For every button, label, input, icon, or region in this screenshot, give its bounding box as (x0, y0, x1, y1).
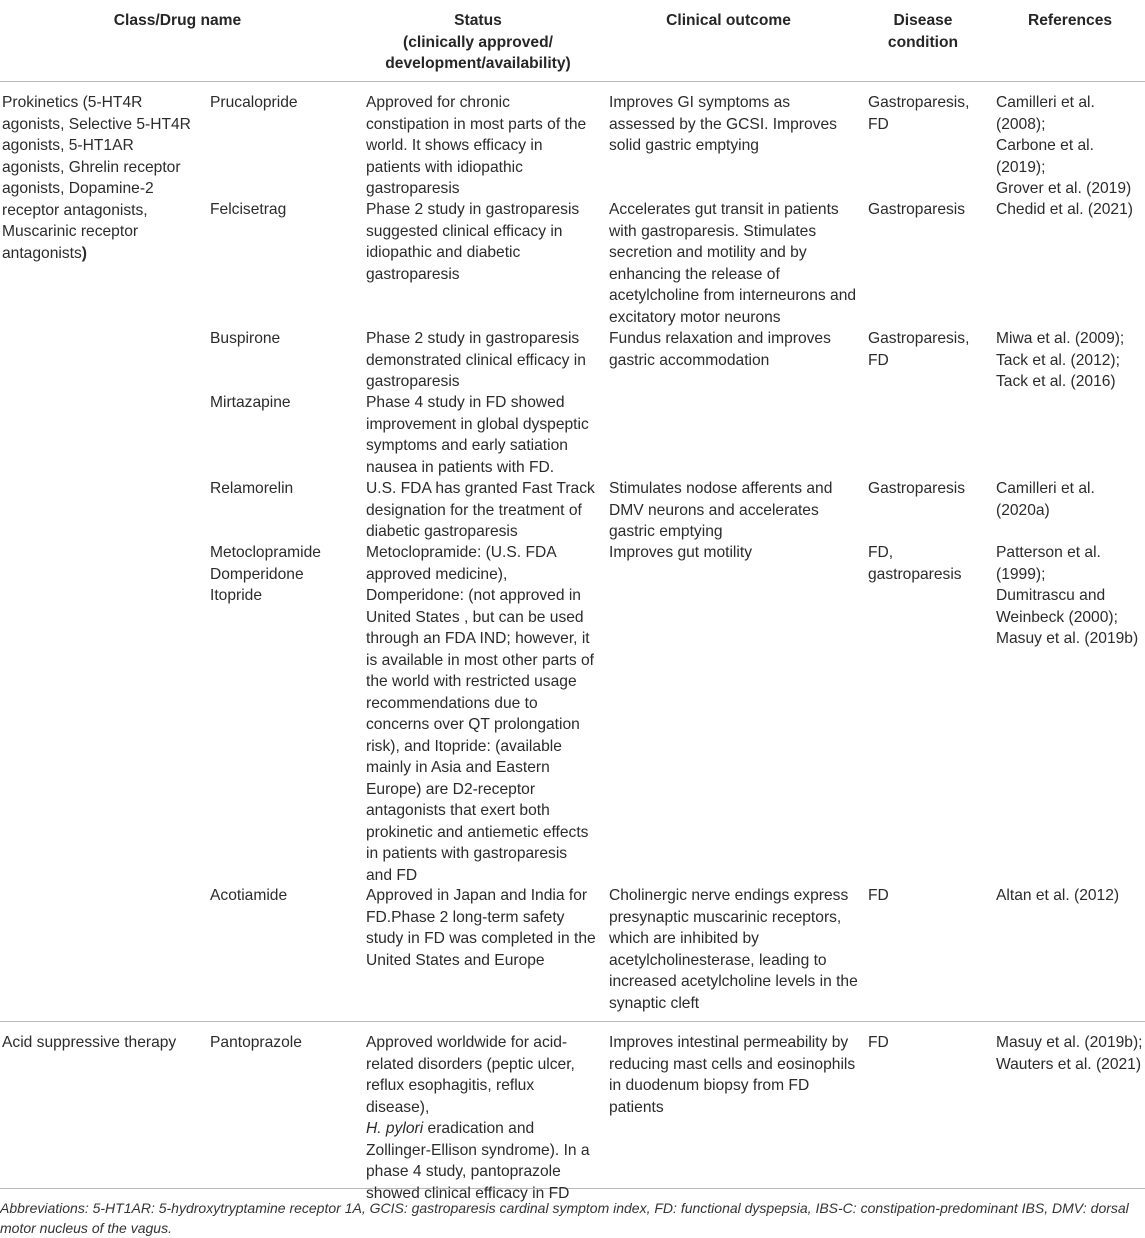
disease-line: Gastroparesis (868, 480, 966, 497)
ref-line: Altan et al. (2012) (996, 887, 1120, 904)
status-line: symptoms and early satiation (366, 437, 568, 454)
outcome-line: assessed by the GCSI. Improves (609, 115, 837, 133)
status-line: gastroparesis (366, 180, 460, 197)
status-italic: H. pylori (366, 1120, 424, 1137)
refs-cell (996, 478, 1145, 521)
ref-line: Grover et al. (2019) (996, 180, 1132, 197)
drug-name (210, 542, 358, 607)
status-line: gastroparesis (366, 373, 460, 390)
class-line: agonists, 5-HT1AR (2, 137, 134, 154)
ref-line: Masuy et al. (2019b) (996, 630, 1139, 647)
status-line: the world with restricted usage (366, 673, 577, 690)
status-line: suggested clinical efficacy in (366, 222, 563, 240)
class-prokinetics (2, 92, 202, 264)
status-cell (366, 885, 598, 971)
status-line: concerns over QT prolongation (366, 716, 580, 733)
outcome-cell (609, 542, 864, 564)
class-line-text: antagonists (2, 244, 82, 262)
ref-line: Masuy et al. (2019b); (996, 1034, 1143, 1051)
disease-cell (868, 199, 988, 221)
drug-line: Relamorelin (210, 480, 294, 497)
ref-line: Tack et al. (2012); (996, 351, 1120, 369)
outcome-line: Accelerates gut transit in patients (609, 201, 839, 218)
ref-line: Patterson et al. (1999); (996, 544, 1101, 583)
status-line: Metoclopramide: (U.S. FDA (366, 544, 557, 561)
status-line: Zollinger-Ellison syndrome). In a (366, 1141, 590, 1159)
status-line: constipation in most parts of the (366, 115, 587, 133)
drug-line: Buspirone (210, 330, 281, 347)
outcome-line: presynaptic muscarinic receptors, (609, 908, 842, 926)
status-line: risk), and Itopride: (available (366, 737, 562, 755)
header-status (360, 10, 596, 75)
header-disease-line1: Disease (893, 12, 953, 29)
status-line: Europe) are D2-receptor (366, 780, 536, 798)
class-line: Muscarinic receptor (2, 223, 139, 240)
class-line: Prokinetics (5-HT4R (2, 94, 143, 111)
outcome-line: gastric accommodation (609, 351, 770, 369)
ref-line: Tack et al. (2016) (996, 373, 1116, 390)
refs-cell (996, 542, 1145, 650)
outcome-line: excitatory motor neurons (609, 308, 781, 326)
status-line: patients with idiopathic (366, 158, 523, 176)
disease-cell (868, 885, 988, 907)
class-line: receptor antagonists, (2, 201, 148, 219)
outcome-line: patients (609, 1098, 664, 1116)
status-line: and FD (366, 866, 418, 884)
refs-cell (996, 885, 1145, 907)
outcome-cell (609, 92, 864, 157)
outcome-line: solid gastric emptying (609, 137, 759, 154)
status-cell (366, 1032, 598, 1204)
status-cell (366, 478, 598, 543)
status-cell (366, 542, 598, 886)
outcome-line: in duodenum biopsy from FD (609, 1077, 810, 1094)
outcome-line: acetylcholine from interneurons and (609, 287, 857, 304)
status-line: study in FD was completed in the (366, 930, 596, 947)
disease-line: FD (868, 351, 889, 369)
refs-cell (996, 328, 1145, 393)
table-rule-group (0, 1021, 1145, 1022)
drug-name (210, 199, 358, 221)
outcome-line: acetylcholinesterase, leading to (609, 951, 827, 969)
footnote-line: motor nucleus of the vagus. (0, 1220, 172, 1236)
drug-name (210, 885, 358, 907)
status-line: recommendations due to (366, 694, 538, 712)
outcome-line: which are inhibited by (609, 930, 759, 947)
drug-line: Prucalopride (210, 94, 298, 111)
outcome-cell (609, 328, 864, 371)
status-line: mainly in Asia and Eastern (366, 759, 550, 776)
outcome-line: DMV neurons and accelerates (609, 501, 819, 519)
ref-line: Wauters et al. (2021) (996, 1055, 1142, 1073)
status-line: United States , but can be used (366, 608, 584, 626)
class-line: agonists, Ghrelin receptor (2, 158, 181, 176)
outcome-line: synaptic cleft (609, 994, 700, 1012)
outcome-line: Improves gut motility (609, 544, 752, 561)
drug-name (210, 92, 358, 114)
disease-cell: FD (868, 1034, 889, 1051)
header-status-line3: development/availability) (385, 55, 571, 72)
disease-line: Gastroparesis, (868, 330, 970, 347)
drug-name: Pantoprazole (210, 1034, 302, 1051)
ref-line: Weinbeck (2000); (996, 608, 1118, 626)
disease-cell (868, 478, 988, 500)
class-line: agonists, Selective 5-HT4R (2, 115, 191, 133)
ref-line: Miwa et al. (2009); (996, 330, 1125, 347)
outcome-line: with gastroparesis. Stimulates (609, 222, 817, 240)
status-line: Phase 2 study in gastroparesis (366, 201, 580, 218)
status-line (366, 1118, 598, 1140)
drug-line: Acotiamide (210, 887, 288, 904)
header-status-line2: (clinically approved/ (403, 33, 553, 51)
outcome-cell (609, 885, 864, 1014)
status-line: prokinetic and antiemetic effects (366, 823, 589, 841)
drug-line: Felcisetrag (210, 201, 287, 218)
header-disease-line2: condition (887, 33, 959, 51)
status-line: related disorders (peptic ulcer, (366, 1055, 575, 1073)
status-line: Phase 2 study in gastroparesis (366, 330, 580, 347)
outcome-line: Improves GI symptoms as (609, 94, 791, 111)
table-rule-header (0, 81, 1145, 82)
status-line: through an FDA IND; however, it (366, 630, 590, 647)
disease-cell (868, 92, 988, 135)
disease-cell (868, 542, 988, 585)
status-line: idiopathic and diabetic (366, 244, 521, 261)
outcome-line: Cholinergic nerve endings express (609, 887, 849, 904)
status-line: in patients with gastroparesis (366, 845, 568, 862)
status-line: designation for the treatment of (366, 501, 582, 519)
outcome-cell (609, 478, 864, 543)
ref-line: Carbone et al. (2019); (996, 137, 1094, 176)
status-line: showed clinical efficacy in FD (366, 1184, 570, 1202)
status-line: Approved for chronic (366, 94, 510, 111)
status-cell (366, 92, 598, 200)
ref-line: Dumitrascu and (996, 587, 1106, 604)
status-line: Phase 4 study in FD showed (366, 394, 565, 411)
ref-line: Camilleri et al. (2008); (996, 94, 1095, 133)
status-line: improvement in global dyspeptic (366, 415, 589, 433)
outcome-line: reducing mast cells and eosinophils (609, 1055, 856, 1073)
status-line: FD.Phase 2 long-term safety (366, 908, 565, 926)
status-line: Domperidone: (not approved in (366, 587, 581, 604)
class-acid-suppressive: Acid suppressive therapy (2, 1034, 177, 1051)
status-cell (366, 328, 598, 393)
status-line: gastroparesis (366, 265, 460, 283)
outcome-line: Improves intestinal permeability by (609, 1034, 849, 1051)
disease-line: gastroparesis (868, 565, 962, 583)
header-outcome: Clinical outcome (666, 12, 791, 29)
outcome-line: increased acetylcholine levels in the (609, 973, 858, 990)
status-line: nausea in patients with FD. (366, 458, 555, 476)
status-line: approved medicine), (366, 565, 508, 583)
header-references: References (1027, 12, 1113, 29)
footnote (0, 1198, 1140, 1238)
status-line: world. It shows efficacy in (366, 137, 543, 154)
drug-line: Itopride (210, 587, 263, 604)
header-disease (864, 10, 982, 53)
status-cell (366, 199, 598, 285)
drug-line: Domperidone (210, 565, 304, 583)
status-line: diabetic gastroparesis (366, 523, 518, 540)
status-line: Approved worldwide for acid- (366, 1034, 568, 1051)
drug-name (210, 392, 358, 414)
class-line (2, 243, 202, 265)
drug-name (210, 328, 358, 350)
status-cell (366, 392, 598, 478)
status-line: Approved in Japan and India for (366, 887, 588, 904)
drug-name (210, 478, 358, 500)
status-text: eradication and (423, 1120, 535, 1137)
outcome-line: secretion and motility and by (609, 244, 807, 261)
disease-line: Gastroparesis (868, 201, 966, 218)
footnote-line: Abbreviations: 5-HT1AR: 5-hydroxytryptamine receptor 1A, GCIS: gastroparesis cardinal symptom index, FD: functional dyspepsia, IBS-C: constipation-predominant IBS, DMV: dorsal (0, 1200, 1129, 1216)
status-line: is available in most other parts of (366, 651, 594, 669)
class-line-paren: ) (81, 244, 87, 262)
status-line: reflux esophagitis, reflux disease), (366, 1077, 535, 1116)
outcome-line: gastric emptying (609, 523, 723, 540)
drug-line: Mirtazapine (210, 394, 291, 411)
status-line: U.S. FDA has granted Fast Track (366, 480, 595, 497)
drug-line: Metoclopramide (210, 544, 321, 561)
outcome-cell (609, 1032, 864, 1118)
refs-cell (996, 1032, 1145, 1075)
header-class-drug: Class/Drug name (113, 12, 242, 29)
disease-line: FD, (868, 544, 894, 561)
status-line: demonstrated clinical efficacy in (366, 351, 586, 369)
outcome-line: Stimulates nodose afferents and (609, 480, 833, 497)
refs-cell (996, 92, 1145, 200)
disease-line: FD (868, 887, 889, 904)
disease-line: FD (868, 115, 889, 133)
class-line: agonists, Dopamine-2 (2, 180, 154, 197)
header-status-line1: Status (454, 12, 502, 29)
refs-cell (996, 199, 1145, 221)
disease-cell (868, 328, 988, 371)
status-line: phase 4 study, pantoprazole (366, 1163, 561, 1180)
status-line: antagonists that exert both (366, 802, 550, 819)
ref-line: Camilleri et al. (2020a) (996, 480, 1095, 519)
status-line: United States and Europe (366, 951, 545, 969)
outcome-line: enhancing the release of (609, 265, 780, 283)
ref-line: Chedid et al. (2021) (996, 201, 1133, 218)
outcome-cell (609, 199, 864, 328)
disease-line: Gastroparesis, (868, 94, 970, 111)
outcome-line: Fundus relaxation and improves (609, 330, 831, 347)
